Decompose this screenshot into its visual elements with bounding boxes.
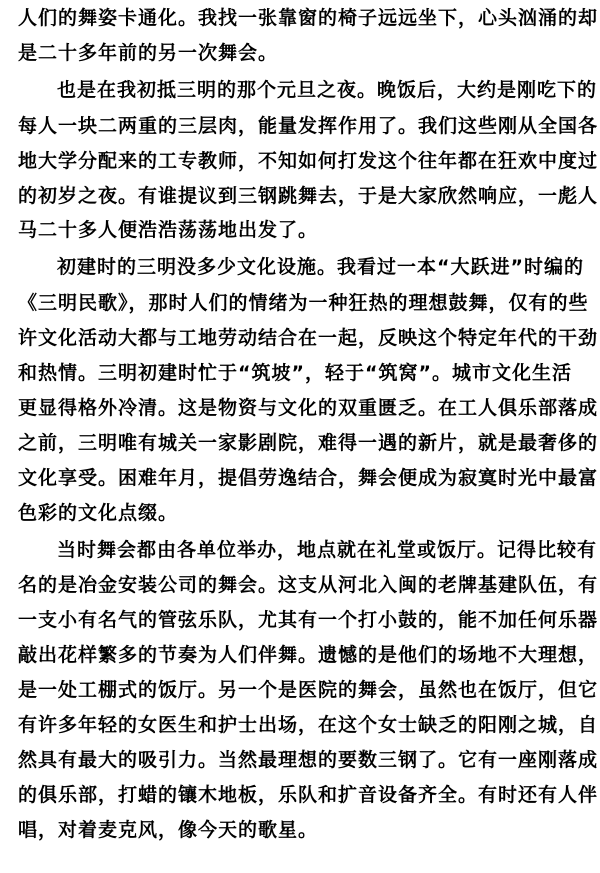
text-line: 和热情。三明初建时忙于“筑坡”，轻于“筑窝”。城市文化生活 [18, 362, 572, 384]
text-line: 《三明民歌》，那时人们的情绪为一种狂热的理想鼓舞，仅有的些 [18, 292, 589, 314]
paragraph-first-line: 当时舞会都由各单位举办，地点就在礼堂或饭厅。记得比较有 [57, 539, 598, 561]
text-line: 有许多年轻的女医生和护士出场，在这个女士缺乏的阳刚之城，自 [18, 714, 599, 736]
text-line: 每人一块二两重的三层肉，能量发挥作用了。我们这些刚从全国各 [18, 115, 599, 137]
paragraph-first-line: 初建时的三明没多少文化设施。我看过一本“大跃进”时编的 [57, 256, 584, 278]
text-line: 人们的舞姿卡通化。我找一张靠窗的椅子远远坐下，心头汹涌的却 [18, 7, 599, 29]
text-line: 一支小有名气的管弦乐队，尤其有一个打小鼓的，能不加任何乐器 [18, 609, 599, 631]
text-line: 名的是冶金安装公司的舞会。这支从河北入闽的老牌基建队伍，有 [18, 574, 599, 596]
text-line: 马二十多人便浩浩荡荡地出发了。 [18, 219, 319, 241]
text-line: 色彩的文化点缀。 [18, 502, 179, 524]
text-line: 敲出花样繁多的节奏为人们伴舞。遗憾的是他们的场地不大理想， [18, 644, 599, 666]
text-line: 唱，对着麦克风，像今天的歌星。 [18, 819, 319, 841]
text-line: 的初岁之夜。有谁提议到三钢跳舞去，于是大家欣然响应，一彪人 [18, 185, 599, 207]
text-line: 是二十多年前的另一次舞会。 [18, 42, 279, 64]
text-line: 是一处工棚式的饭厅。另一个是医院的舞会，虽然也在饭厅，但它 [18, 679, 599, 701]
text-line: 许文化活动大都与工地劳动结合在一起，反映这个特定年代的干劲 [18, 327, 599, 349]
text-line: 地大学分配来的工专教师，不知如何打发这个往年都在狂欢中度过 [18, 150, 599, 172]
text-line: 之前，三明唯有城关一家影剧院，难得一遇的新片，就是最奢侈的 [18, 432, 599, 454]
text-line: 文化享受。困难年月，提倡劳逸结合，舞会便成为寂寞时光中最富 [18, 467, 599, 489]
text-line: 然具有最大的吸引力。当然最理想的要数三钢了。它有一座刚落成 [18, 749, 599, 771]
text-line: 的俱乐部，打蜡的镶木地板，乐队和扩音设备齐全。有时还有人伴 [18, 784, 599, 806]
text-line: 更显得格外冷清。这是物资与文化的双重匮乏。在工人俱乐部落成 [18, 397, 599, 419]
paragraph-first-line: 也是在我初抵三明的那个元旦之夜。晚饭后，大约是刚吃下的 [57, 79, 598, 101]
